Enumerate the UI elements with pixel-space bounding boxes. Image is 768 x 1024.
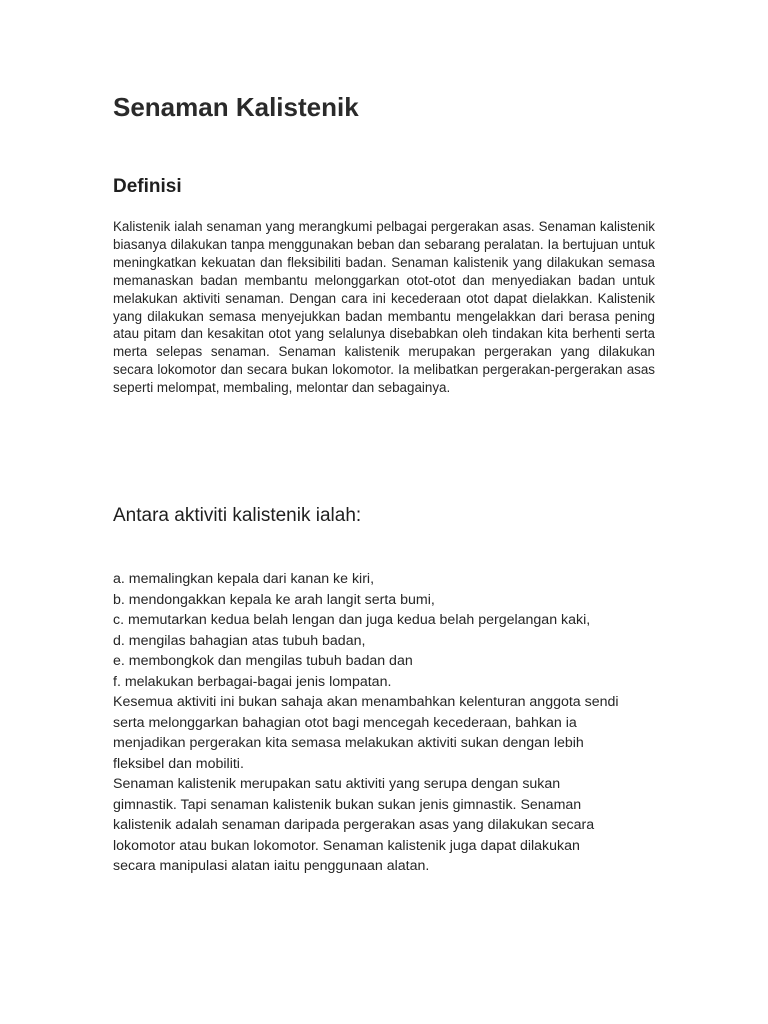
- closing-paragraph-1: [113, 692, 673, 774]
- definisi-text-1: Kalistenik ialah senaman yang merangkumi pelbagai pergerakan asas. Senaman kalistenik biasanya dilakukan tanpa menggunakan beban dan sebarang peralatan. Ia bertujuan untuk meningkatkan kekuatan dan fleksibiliti badan. Senaman kalistenik yang dilakukan semasa memanaskan badan membantu melonggarkan otot-otot dan menyediakan badan untuk melakukan aktiviti senaman. Dengan cara ini kecederaan otot dapat dielakkan. Kalistenik yang dilakukan semasa menyejukkan badan membantu mengelakkan dari berasa pening atau pitam dan kesakitan otot yang selalunya disebabkan oleh tindakan kita berhenti serta merta selepas senaman.: [113, 219, 655, 360]
- closing-2-line-1: Senaman kalistenik merupakan satu aktiviti yang serupa dengan sukan: [113, 776, 561, 792]
- activity-item-c: c. memutarkan kedua belah lengan dan juga kedua belah pergelangan kaki,: [113, 612, 591, 628]
- definisi-paragraph: [113, 218, 655, 397]
- closing-2-line-4: lokomotor atau bukan lokomotor. Senaman kalistenik juga dapat dilakukan: [113, 837, 580, 854]
- closing-2-line-2: gimnastik. Tapi senaman kalistenik bukan sukan jenis gimnastik. Senaman: [113, 796, 582, 813]
- activity-item-d: d. mengilas bahagian atas tubuh badan,: [113, 632, 366, 649]
- activities-list: [113, 569, 673, 877]
- activities-heading: Antara aktiviti kalistenik ialah:: [113, 505, 362, 526]
- page-title: Senaman Kalistenik: [113, 92, 359, 122]
- activity-item-b: b. mendongakkan kepala ke arah langit serta bumi,: [113, 591, 435, 608]
- closing-1-line-3: menjadikan pergerakan kita semasa melakukan aktiviti sukan dengan lebih: [113, 735, 584, 751]
- closing-2-line-3: kalistenik adalah senaman daripada pergerakan asas yang dilakukan secara: [113, 817, 595, 833]
- closing-paragraph-2: [113, 774, 673, 877]
- closing-1-line-4: fleksibel dan mobiliti.: [113, 755, 244, 772]
- definisi-heading: Definisi: [113, 176, 182, 197]
- activity-item-e: e. membongkok dan mengilas tubuh badan dan: [113, 653, 413, 669]
- activity-item-f: f. melakukan berbagai-bagai jenis lompatan.: [113, 673, 392, 690]
- closing-1-line-1: Kesemua aktiviti ini bukan sahaja akan menambahkan kelenturan anggota sendi: [113, 694, 619, 710]
- closing-2-line-5: secara manipulasi alatan iaitu penggunaan alatan.: [113, 858, 430, 874]
- closing-1-line-2: serta melonggarkan bahagian otot bagi mencegah kecederaan, bahkan ia: [113, 714, 577, 731]
- definisi-text-2: Senaman kalistenik merupakan pergerakan yang dilakukan secara lokomotor dan secara bukan lokomotor. Ia melibatkan pergerakan-pergerakan asas seperti melompat, membaling, melontar dan sebagainya.: [113, 344, 655, 396]
- activity-item-a: a. memalingkan kepala dari kanan ke kiri,: [113, 571, 375, 587]
